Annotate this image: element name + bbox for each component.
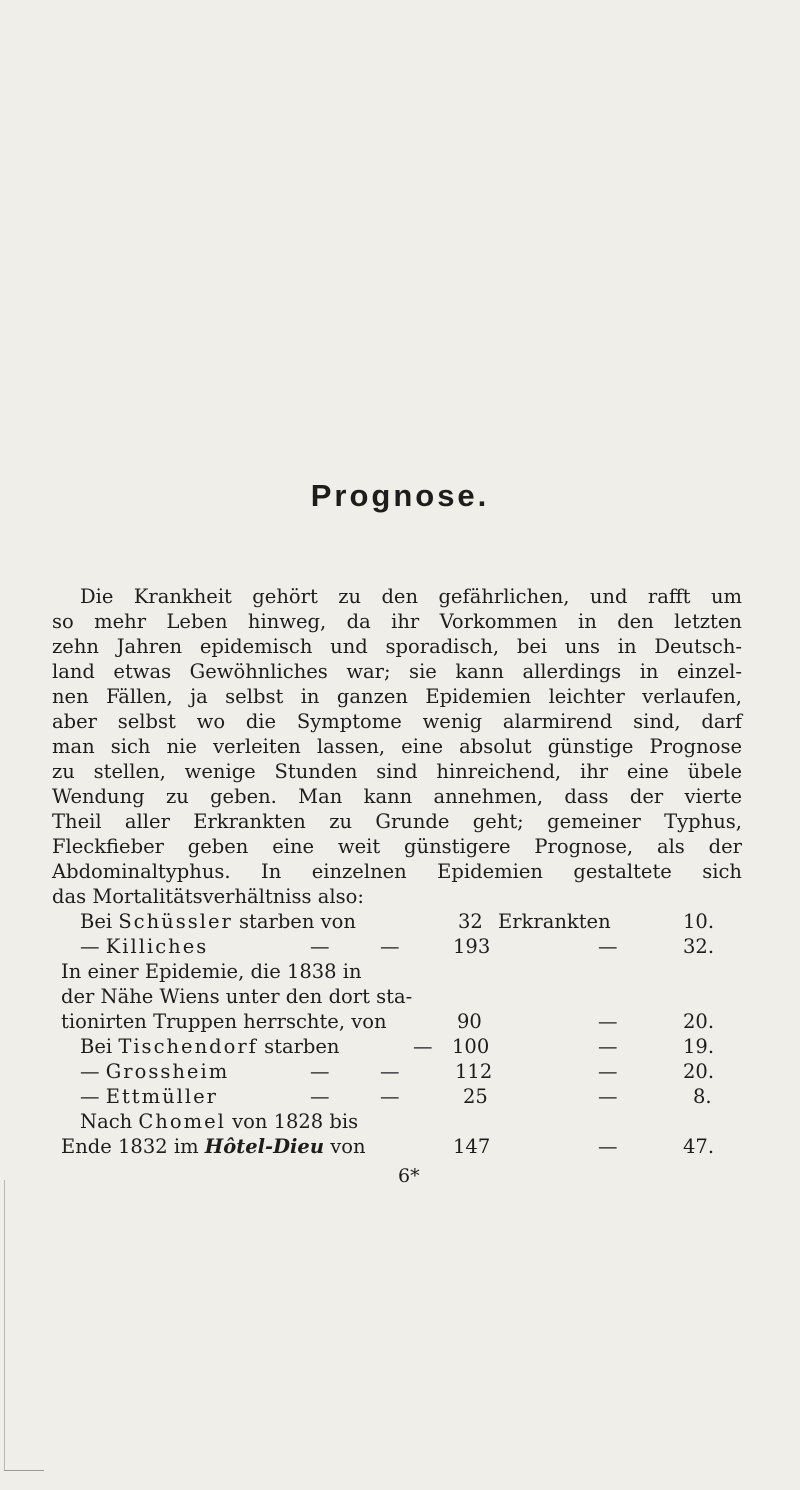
- author-name: Tischendorf: [118, 1035, 258, 1058]
- dead-count: 20.: [683, 1060, 715, 1083]
- page-title: Prognose.: [310, 478, 490, 513]
- author-name: Killiches: [105, 935, 209, 958]
- ditto-mark: —: [380, 1060, 400, 1083]
- dead-count: 32.: [683, 935, 715, 958]
- ditto-mark: —: [598, 1060, 618, 1083]
- text-line: so mehr Leben hinweg, da ihr Vorkommen in den letzten: [52, 610, 742, 633]
- text-line: Wendung zu geben. Man kann annehmen, dass der vierte: [52, 785, 742, 808]
- ditto-mark: —: [598, 1135, 618, 1158]
- text-line: man sich nie verleiten lassen, eine absolut günstige Prognose: [52, 735, 742, 758]
- text-line: Die Krankheit gehört zu den gefährlichen, und rafft um: [80, 585, 742, 608]
- ditto-mark: —: [598, 1085, 618, 1108]
- author-name: Ettmüller: [105, 1085, 218, 1108]
- dead-count: 20.: [683, 1010, 715, 1033]
- table-row: Bei Tischendorf starben: [80, 1035, 340, 1058]
- dead-count: 10.: [683, 910, 715, 933]
- author-name: Schüssler: [118, 910, 233, 933]
- hospital-name: Hôtel-Dieu: [204, 1135, 325, 1158]
- total-count: 100: [452, 1035, 490, 1058]
- table-row: tionirten Truppen herrschte, von: [61, 1010, 387, 1033]
- total-count: 112: [455, 1060, 493, 1083]
- total-count: 25: [463, 1085, 488, 1108]
- text-line: land etwas Gewöhnliches war; sie kann allerdings in einzel-: [52, 660, 742, 683]
- text-line: das Mortalitätsverhältniss also:: [52, 885, 364, 908]
- table-row: — Grossheim: [80, 1060, 230, 1083]
- ditto-mark: —: [380, 1085, 400, 1108]
- dead-count: 47.: [683, 1135, 715, 1158]
- ditto-mark: —: [380, 935, 400, 958]
- column-label: Erkrankten: [498, 910, 611, 933]
- table-row: — Killiches: [80, 935, 209, 958]
- signature-mark: 6*: [398, 1165, 420, 1187]
- total-count: 32: [458, 910, 483, 933]
- ditto-mark: —: [598, 935, 618, 958]
- text-line: Fleckfieber geben eine weit günstigere Prognose, als der: [52, 835, 742, 858]
- table-row: Nach Chomel von 1828 bis: [80, 1110, 359, 1133]
- table-row: In einer Epidemie, die 1838 in: [61, 960, 362, 983]
- ditto-mark: —: [310, 935, 330, 958]
- text-line: aber selbst wo die Symptome wenig alarmirend sind, darf: [52, 710, 742, 733]
- text-line: Abdominaltyphus. In einzelnen Epidemien gestaltete sich: [52, 860, 742, 883]
- ditto-mark: —: [598, 1010, 618, 1033]
- body-paragraph: [52, 584, 742, 909]
- table-row: Ende 1832 im Hôtel-Dieu von: [61, 1135, 366, 1158]
- author-name: Chomel: [138, 1110, 226, 1133]
- dead-count: 19.: [683, 1035, 715, 1058]
- text-line: Theil aller Erkrankten zu Grunde geht; gemeiner Typhus,: [52, 810, 742, 833]
- page-edge-line: [4, 1470, 44, 1471]
- total-count: 193: [453, 935, 491, 958]
- table-row: Bei Schüssler starben von: [80, 910, 356, 933]
- total-count: 90: [457, 1010, 482, 1033]
- text-line: zehn Jahren epidemisch und sporadisch, bei uns in Deutsch-: [52, 635, 742, 658]
- author-name: Grossheim: [105, 1060, 230, 1083]
- ditto-mark: —: [310, 1060, 330, 1083]
- ditto-mark: —: [413, 1035, 433, 1058]
- page-edge-line: [4, 1180, 5, 1470]
- dead-count: 8.: [693, 1085, 712, 1108]
- text-line: nen Fällen, ja selbst in ganzen Epidemien leichter verlaufen,: [52, 685, 742, 708]
- ditto-mark: —: [598, 1035, 618, 1058]
- table-row: — Ettmüller: [80, 1085, 218, 1108]
- ditto-mark: —: [310, 1085, 330, 1108]
- text-line: zu stellen, wenige Stunden sind hinreichend, ihr eine übele: [52, 760, 742, 783]
- table-row: der Nähe Wiens unter den dort sta-: [61, 985, 413, 1008]
- total-count: 147: [453, 1135, 491, 1158]
